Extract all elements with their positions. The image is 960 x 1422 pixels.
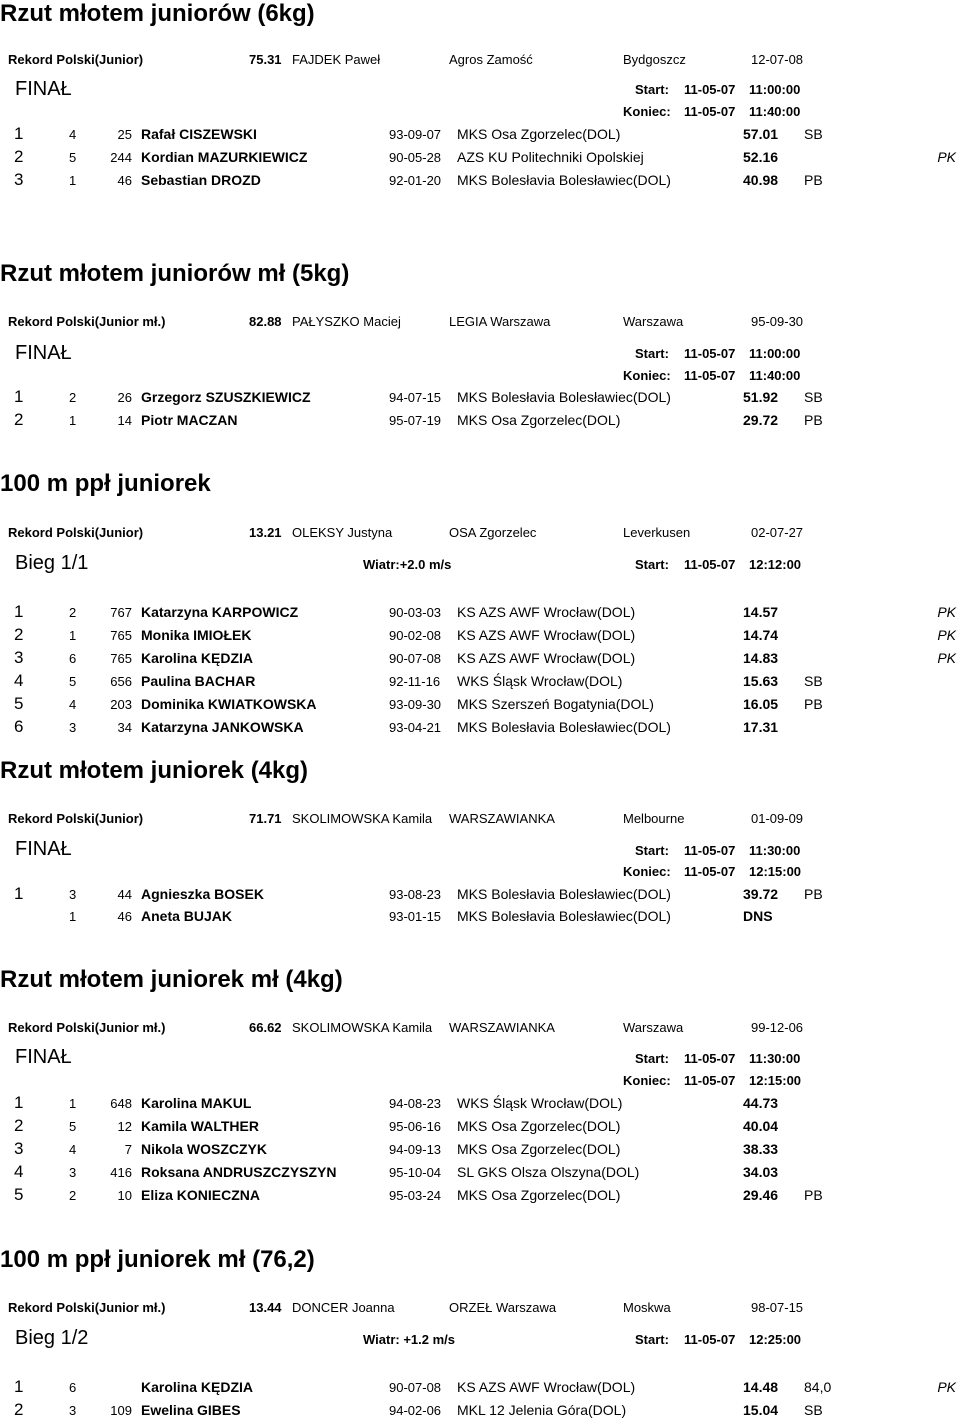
record-place: Warszawa xyxy=(623,1020,684,1035)
result-mark: 14.74 xyxy=(743,627,779,643)
pk-flag: PK xyxy=(937,149,956,165)
result-bib: 25 xyxy=(117,127,132,142)
result-order: 6 xyxy=(69,651,77,666)
result-bib: 26 xyxy=(117,390,132,405)
athlete-club: MKS Bolesłavia Bolesławiec(DOL) xyxy=(457,719,671,735)
record-club: ORZEŁ Warszawa xyxy=(449,1300,557,1315)
result-mark: 15.63 xyxy=(743,673,779,689)
result-order: 1 xyxy=(69,1096,77,1111)
result-bib: 7 xyxy=(124,1142,132,1157)
start-date: 11-05-07 xyxy=(684,1332,736,1347)
athlete-name: Kamila WALTHER xyxy=(141,1118,259,1134)
athlete-name: Rafał CISZEWSKI xyxy=(141,126,257,142)
athlete-club: MKS Osa Zgorzelec(DOL) xyxy=(457,1187,621,1203)
result-bib: 10 xyxy=(117,1188,132,1203)
end-time: 11:40:00 xyxy=(749,368,801,383)
birth-date: 93-09-07 xyxy=(389,127,442,142)
result-note: SB xyxy=(804,389,823,405)
result-order: 4 xyxy=(69,697,77,712)
result-order: 1 xyxy=(69,628,77,643)
athlete-club: KS AZS AWF Wrocław(DOL) xyxy=(457,1379,636,1395)
record-mark: 13.21 xyxy=(249,525,282,540)
result-place: 1 xyxy=(14,884,24,903)
athlete-club: KS AZS AWF Wrocław(DOL) xyxy=(457,604,636,620)
record-holder: DONCER Joanna xyxy=(292,1300,395,1315)
birth-date: 94-07-15 xyxy=(389,390,442,405)
athlete-name: Aneta BUJAK xyxy=(141,908,233,924)
athlete-name: Agnieszka BOSEK xyxy=(141,886,264,902)
result-order: 1 xyxy=(69,173,77,188)
result-order: 3 xyxy=(69,720,77,735)
start-date: 11-05-07 xyxy=(684,557,736,572)
result-place: 5 xyxy=(14,694,24,713)
end-date: 11-05-07 xyxy=(684,104,736,119)
record-holder: SKOLIMOWSKA Kamila xyxy=(292,1020,433,1035)
result-order: 4 xyxy=(69,127,77,142)
result-bib: 244 xyxy=(110,150,132,165)
result-mark: 15.04 xyxy=(743,1402,779,1418)
result-order: 3 xyxy=(69,1403,77,1418)
start-label: Start: xyxy=(635,82,669,97)
record-date: 02-07-27 xyxy=(751,525,804,540)
record-place: Leverkusen xyxy=(623,525,691,540)
start-time: 12:25:00 xyxy=(749,1332,802,1347)
end-label: Koniec: xyxy=(623,864,671,879)
pk-flag: PK xyxy=(937,1379,956,1395)
section-title: 100 m ppł juniorek xyxy=(0,470,211,497)
start-time: 11:30:00 xyxy=(749,1051,801,1066)
birth-date: 94-02-06 xyxy=(389,1403,442,1418)
record-label: Rekord Polski(Junior) xyxy=(8,52,144,67)
athlete-club: MKS Bolesłavia Bolesławiec(DOL) xyxy=(457,886,671,902)
end-label: Koniec: xyxy=(623,368,671,383)
start-date: 11-05-07 xyxy=(684,346,736,361)
result-place: 5 xyxy=(14,1185,24,1204)
athlete-name: Eliza KONIECZNA xyxy=(141,1187,261,1203)
result-mark: 38.33 xyxy=(743,1141,779,1157)
end-label: Koniec: xyxy=(623,104,671,119)
result-mark: 51.92 xyxy=(743,389,779,405)
start-time: 12:12:00 xyxy=(749,557,802,572)
result-mark: 14.83 xyxy=(743,650,779,666)
athlete-club: MKS Szerszeń Bogatynia(DOL) xyxy=(457,696,654,712)
birth-date: 93-09-30 xyxy=(389,697,442,712)
result-order: 6 xyxy=(69,1380,77,1395)
athlete-club: SL GKS Olsza Olszyna(DOL) xyxy=(457,1164,640,1180)
result-mark: 40.04 xyxy=(743,1118,779,1134)
result-order: 2 xyxy=(69,605,77,620)
birth-date: 93-01-15 xyxy=(389,909,442,924)
end-date: 11-05-07 xyxy=(684,368,736,383)
start-time: 11:30:00 xyxy=(749,843,801,858)
result-mark: 29.72 xyxy=(743,412,779,428)
athlete-club: MKS Bolesłavia Bolesławiec(DOL) xyxy=(457,908,671,924)
athlete-club: MKS Bolesłavia Bolesławiec(DOL) xyxy=(457,389,671,405)
result-place: 1 xyxy=(14,1377,24,1396)
result-bib: 109 xyxy=(110,1403,132,1418)
result-bib: 34 xyxy=(117,720,132,735)
result-mark: 14.48 xyxy=(743,1379,779,1395)
athlete-club: MKS Osa Zgorzelec(DOL) xyxy=(457,126,621,142)
record-holder: SKOLIMOWSKA Kamila xyxy=(292,811,433,826)
athlete-name: Dominika KWIATKOWSKA xyxy=(141,696,317,712)
result-order: 3 xyxy=(69,887,77,902)
result-place: 2 xyxy=(14,1400,24,1419)
result-bib: 648 xyxy=(110,1096,132,1111)
result-place: 2 xyxy=(14,410,24,429)
heat-title: Bieg 1/2 xyxy=(15,1327,89,1349)
result-place: 3 xyxy=(14,170,24,189)
result-mark: 29.46 xyxy=(743,1187,779,1203)
birth-date: 90-05-28 xyxy=(389,150,442,165)
record-place: Moskwa xyxy=(623,1300,671,1315)
pk-flag: PK xyxy=(937,604,956,620)
record-mark: 71.71 xyxy=(249,811,282,826)
result-bib: 765 xyxy=(110,628,132,643)
result-bib: 416 xyxy=(110,1165,132,1180)
athlete-name: Grzegorz SZUSZKIEWICZ xyxy=(141,389,311,405)
result-mark: 57.01 xyxy=(743,126,779,142)
result-bib: 46 xyxy=(117,909,132,924)
record-label: Rekord Polski(Junior mł.) xyxy=(8,314,166,329)
athlete-name: Karolina KĘDZIA xyxy=(141,1379,254,1395)
record-holder: PAŁYSZKO Maciej xyxy=(292,314,401,329)
birth-date: 92-11-16 xyxy=(389,674,441,689)
athlete-name: Nikola WOSZCZYK xyxy=(141,1141,268,1157)
heat-title: Bieg 1/1 xyxy=(15,552,89,574)
result-place: 2 xyxy=(14,147,24,166)
result-bib: 14 xyxy=(117,413,132,428)
athlete-club: MKS Bolesłavia Bolesławiec(DOL) xyxy=(457,172,671,188)
result-place: 3 xyxy=(14,648,24,667)
athlete-club: KS AZS AWF Wrocław(DOL) xyxy=(457,650,636,666)
heat-title: FINAŁ xyxy=(15,342,72,364)
athlete-name: Kordian MAZURKIEWICZ xyxy=(141,149,308,165)
end-time: 12:15:00 xyxy=(749,864,802,879)
end-time: 11:40:00 xyxy=(749,104,801,119)
result-mark: 14.57 xyxy=(743,604,779,620)
section-title: 100 m ppł juniorek mł (76,2) xyxy=(0,1246,315,1273)
birth-date: 93-08-23 xyxy=(389,887,442,902)
birth-date: 90-02-08 xyxy=(389,628,442,643)
heat-title: FINAŁ xyxy=(15,1046,72,1068)
result-place: 2 xyxy=(14,1116,24,1135)
result-place: 1 xyxy=(14,1093,24,1112)
athlete-name: Karolina MAKUL xyxy=(141,1095,252,1111)
result-order: 5 xyxy=(69,1119,77,1134)
result-bib: 12 xyxy=(117,1119,132,1134)
start-date: 11-05-07 xyxy=(684,843,736,858)
record-mark: 13.44 xyxy=(249,1300,282,1315)
result-place: 3 xyxy=(14,1139,24,1158)
athlete-name: Piotr MACZAN xyxy=(141,412,238,428)
record-mark: 82.88 xyxy=(249,314,282,329)
section-title: Rzut młotem juniorek (4kg) xyxy=(0,757,309,784)
result-note: SB xyxy=(804,126,823,142)
athlete-club: MKS Osa Zgorzelec(DOL) xyxy=(457,1141,621,1157)
birth-date: 92-01-20 xyxy=(389,173,442,188)
athlete-name: Katarzyna KARPOWICZ xyxy=(141,604,299,620)
result-bib: 765 xyxy=(110,651,132,666)
birth-date: 94-08-23 xyxy=(389,1096,442,1111)
result-bib: 46 xyxy=(117,173,132,188)
result-bib: 203 xyxy=(110,697,132,712)
record-mark: 66.62 xyxy=(249,1020,282,1035)
start-label: Start: xyxy=(635,1332,669,1347)
result-order: 3 xyxy=(69,1165,77,1180)
record-label: Rekord Polski(Junior) xyxy=(8,811,144,826)
birth-date: 95-06-16 xyxy=(389,1119,442,1134)
birth-date: 95-10-04 xyxy=(389,1165,442,1180)
athlete-name: Roksana ANDRUSZCZYSZYN xyxy=(141,1164,337,1180)
athlete-club: KS AZS AWF Wrocław(DOL) xyxy=(457,627,636,643)
result-note: SB xyxy=(804,673,823,689)
record-place: Warszawa xyxy=(623,314,684,329)
end-time: 12:15:00 xyxy=(749,1073,802,1088)
record-club: Agros Zamość xyxy=(449,52,533,67)
result-mark: 16.05 xyxy=(743,696,779,712)
section-title: Rzut młotem juniorek mł (4kg) xyxy=(0,966,343,993)
record-date: 12-07-08 xyxy=(751,52,804,67)
result-order: 1 xyxy=(69,413,77,428)
result-place: 4 xyxy=(14,671,24,690)
athlete-club: MKS Osa Zgorzelec(DOL) xyxy=(457,412,621,428)
record-label: Rekord Polski(Junior) xyxy=(8,525,144,540)
end-label: Koniec: xyxy=(623,1073,671,1088)
wind-reading: Wiatr: +1.2 m/s xyxy=(363,1332,456,1347)
record-date: 98-07-15 xyxy=(751,1300,804,1315)
result-place: 1 xyxy=(14,387,24,406)
result-place: 2 xyxy=(14,625,24,644)
record-holder: FAJDEK Paweł xyxy=(292,52,381,67)
record-label: Rekord Polski(Junior mł.) xyxy=(8,1300,166,1315)
result-mark: 39.72 xyxy=(743,886,779,902)
wind-reading: Wiatr:+2.0 m/s xyxy=(363,557,452,572)
end-date: 11-05-07 xyxy=(684,1073,736,1088)
start-label: Start: xyxy=(635,843,669,858)
athlete-name: Ewelina GIBES xyxy=(141,1402,241,1418)
birth-date: 94-09-13 xyxy=(389,1142,442,1157)
result-place: 4 xyxy=(14,1162,24,1181)
result-mark: DNS xyxy=(743,908,773,924)
result-place: 1 xyxy=(14,124,24,143)
athlete-name: Sebastian DROZD xyxy=(141,172,261,188)
record-date: 95-09-30 xyxy=(751,314,804,329)
birth-date: 90-07-08 xyxy=(389,1380,442,1395)
birth-date: 95-03-24 xyxy=(389,1188,442,1203)
result-note: PB xyxy=(804,696,823,712)
result-bib: 656 xyxy=(110,674,132,689)
start-date: 11-05-07 xyxy=(684,1051,736,1066)
record-date: 99-12-06 xyxy=(751,1020,804,1035)
result-note: SB xyxy=(804,1402,823,1418)
result-mark: 40.98 xyxy=(743,172,779,188)
athlete-club: MKL 12 Jelenia Góra(DOL) xyxy=(457,1402,627,1418)
record-label: Rekord Polski(Junior mł.) xyxy=(8,1020,166,1035)
birth-date: 90-07-08 xyxy=(389,651,442,666)
record-holder: OLEKSY Justyna xyxy=(292,525,393,540)
result-note: PB xyxy=(804,1187,823,1203)
birth-date: 93-04-21 xyxy=(389,720,442,735)
record-club: LEGIA Warszawa xyxy=(449,314,551,329)
result-order: 4 xyxy=(69,1142,77,1157)
section-title: Rzut młotem juniorów (6kg) xyxy=(0,0,315,27)
result-mark: 17.31 xyxy=(743,719,779,735)
record-club: WARSZAWIANKA xyxy=(449,1020,555,1035)
result-note: 84,0 xyxy=(804,1379,832,1395)
athlete-club: WKS Śląsk Wrocław(DOL) xyxy=(457,673,623,689)
record-club: OSA Zgorzelec xyxy=(449,525,537,540)
start-label: Start: xyxy=(635,1051,669,1066)
athlete-club: MKS Osa Zgorzelec(DOL) xyxy=(457,1118,621,1134)
pk-flag: PK xyxy=(937,650,956,666)
athlete-club: WKS Śląsk Wrocław(DOL) xyxy=(457,1095,623,1111)
result-order: 2 xyxy=(69,1188,77,1203)
result-note: PB xyxy=(804,172,823,188)
heat-title: FINAŁ xyxy=(15,78,72,100)
result-bib: 44 xyxy=(117,887,132,902)
section-title: Rzut młotem juniorów mł (5kg) xyxy=(0,260,350,287)
athlete-club: AZS KU Politechniki Opolskiej xyxy=(457,149,644,165)
start-label: Start: xyxy=(635,557,669,572)
pk-flag: PK xyxy=(937,627,956,643)
result-note: PB xyxy=(804,886,823,902)
athlete-name: Karolina KĘDZIA xyxy=(141,650,254,666)
athlete-name: Katarzyna JANKOWSKA xyxy=(141,719,304,735)
birth-date: 90-03-03 xyxy=(389,605,442,620)
end-date: 11-05-07 xyxy=(684,864,736,879)
start-time: 11:00:00 xyxy=(749,346,801,361)
result-place: 6 xyxy=(14,717,24,736)
result-order: 5 xyxy=(69,674,77,689)
start-label: Start: xyxy=(635,346,669,361)
result-place: 1 xyxy=(14,602,24,621)
result-mark: 52.16 xyxy=(743,149,779,165)
record-club: WARSZAWIANKA xyxy=(449,811,555,826)
record-place: Melbourne xyxy=(623,811,685,826)
start-date: 11-05-07 xyxy=(684,82,736,97)
result-order: 5 xyxy=(69,150,77,165)
result-order: 2 xyxy=(69,390,77,405)
result-mark: 44.73 xyxy=(743,1095,779,1111)
athlete-name: Monika IMIOŁEK xyxy=(141,627,252,643)
birth-date: 95-07-19 xyxy=(389,413,442,428)
start-time: 11:00:00 xyxy=(749,82,801,97)
record-date: 01-09-09 xyxy=(751,811,804,826)
heat-title: FINAŁ xyxy=(15,838,72,860)
record-place: Bydgoszcz xyxy=(623,52,686,67)
result-order: 1 xyxy=(69,909,77,924)
record-mark: 75.31 xyxy=(249,52,282,67)
result-bib: 767 xyxy=(110,605,132,620)
result-mark: 34.03 xyxy=(743,1164,779,1180)
athlete-name: Paulina BACHAR xyxy=(141,673,256,689)
result-note: PB xyxy=(804,412,823,428)
